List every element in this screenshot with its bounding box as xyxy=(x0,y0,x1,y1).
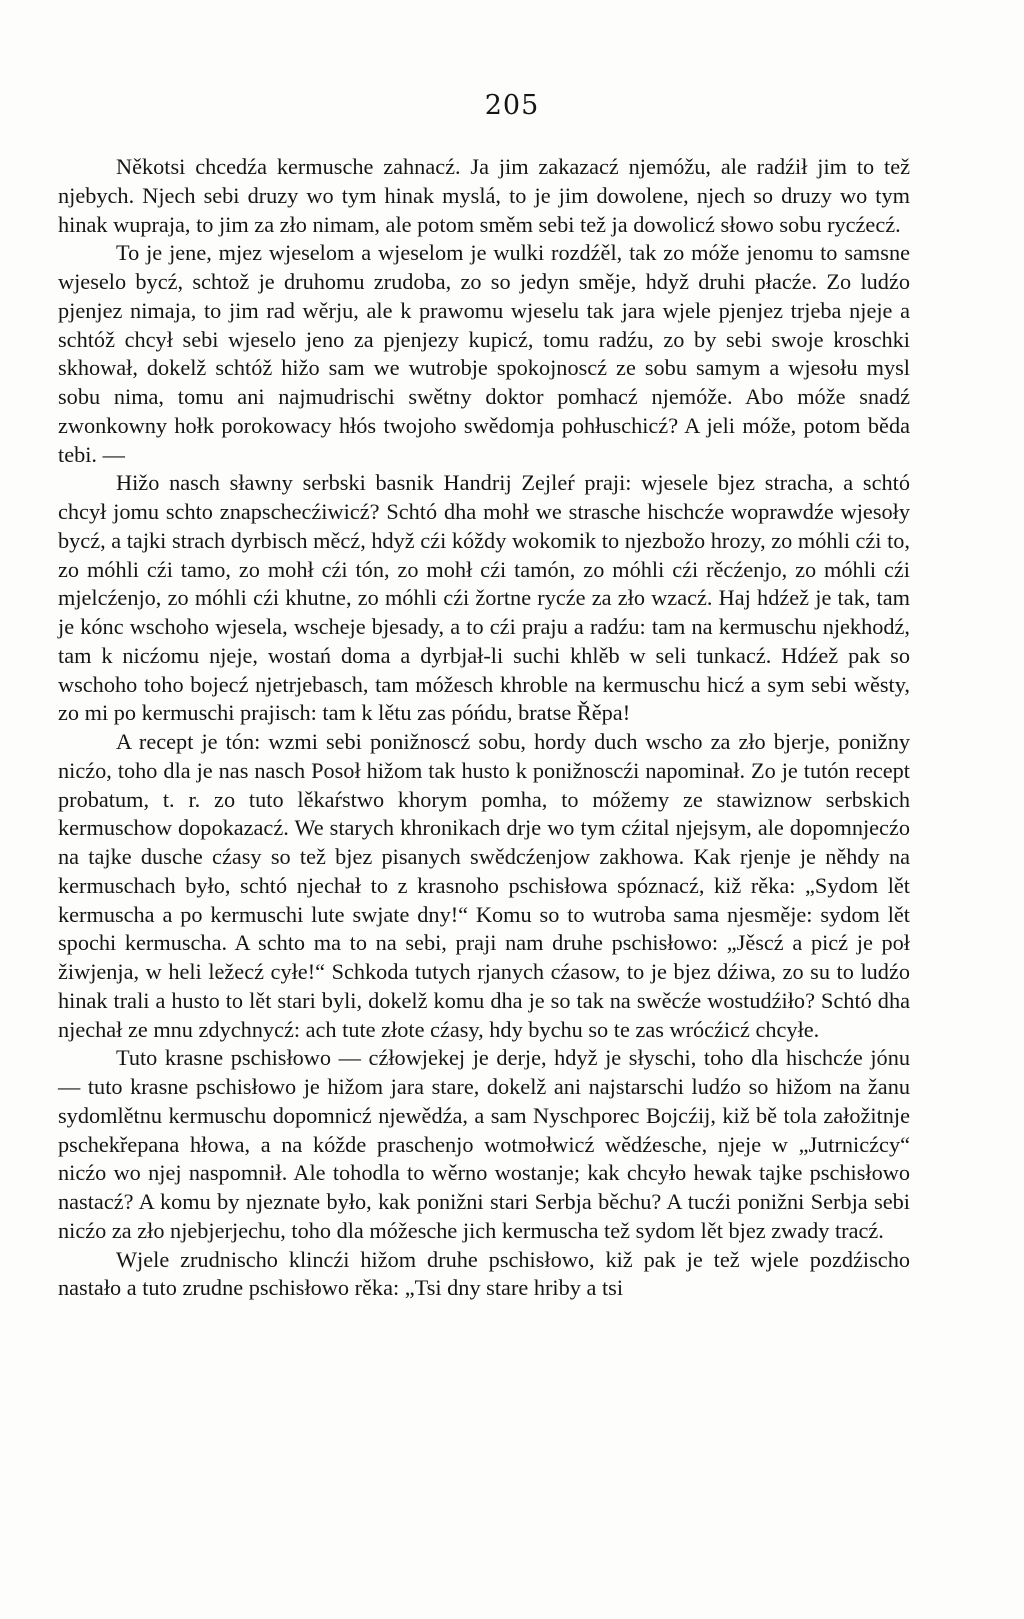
body-text xyxy=(58,153,910,1303)
paragraph-4: A recept je tón: wzmi sebi ponižnoscź sobu, hordy duch wscho za zło bjerje, ponižny nicźo, toho dla je nas nasch Posoł hižom tak husto k ponižnoscźi napominał. Zo je tutón recept probatum, t. r. zo tuto lěkaŕstwo khorym pomha, to móžemy ze stawiznow serbskich kermuschow dopokazacź. We starych khronikach drje wo tym cźital njejsym, ale dopomnjecźo na tajke dusche cźasy so tež bjez pisanych swědcźenjow zakhowa. Kak rjenje je něhdy na kermuschach było, schtó njechał to z krasnoho pschisłowa spóznacź, kiž rěka: „Sydom lět kermuscha a po kermuschi lute swjate dny!“ Komu so to wutroba sama njesměje: sydom lět spochi kermuscha. A schto ma to na sebi, praji nam druhe pschisłowo: „Jěscź a picź je poł žiwjenja, w heli ležecź cyłe!“ Schkoda tutych rjanych cźasow, to je bjez dźiwa, zo su to ludźo hinak trali a husto to lět stari byli, dokelž komu dha je so tak na swěcźe wostudźiło? Schtó dha njechał ze mnu zdychnycź: ach tute złote cźasy, hdy bychu so te zas wrócźicź chcyłe. xyxy=(58,729,910,1042)
paragraph-5: Tuto krasne pschisłowo — cźłowjekej je derje, hdyž je słyschi, toho dla hischcźe jónu — tuto krasne pschisłowo je hižom jara stare, dokelž ani najstarschi ludźo so hižom na žanu sydomlětnu kermuschu dopomnicź njewědźa, a sam Nyschporec Bojcźij, kiž bě tola załožitnje pschekřepana hłowa, a na kóžde praschenjo wotmołwicź wědźesche, njeje w „Jutrnicźcy“ nicźo wo njej naspomnił. Ale tohodla to wěrno wostanje; kak chcyło hewak tajke pschisłowo nastacź? A komu by njeznate było, kak ponižni stari Serbja běchu? A tucźi ponižni Serbja sebi nicźo za zło njebjerjechu, toho dla móžesche jich kermuscha tež sydom lět bjez zwady tracź. xyxy=(58,1045,910,1243)
paragraph-1: Někotsi chcedźa kermusche zahnacź. Ja jim zakazacź njemóžu, ale radźił jim to tež njebych. Njech sebi druzy wo tym hinak myslá, to je jim dowolene, njech so druzy wo tym hinak wupraja, to jim za zło nimam, ale potom směm sebi tež ja dowolicź słowo sobu rycźecź. xyxy=(58,154,910,237)
page-number: 205 xyxy=(484,90,540,121)
paragraph-3: Hižo nasch sławny serbski basnik Handrij Zejleŕ praji: wjesele bjez stracha, a schtó chcył jomu schto znapschecźiwicź? Schtó dha mohł we strasche hischcźe woprawdźe wjesoły bycź, a tajki strach dyrbisch měcź, hdyž cźi kóždy wokomik to njezbožo hrozy, zo móhli cźi to, zo móhli cźi tamo, zo mohł cźi tón, zo mohł cźi tamón, zo móhli cźi rěcźenjo, zo móhli cźi mjelcźenjo, zo móhli cźi khutne, zo móhli cźi žortne rycźe za zło wzacź. Haj hdźež je tak, tam je kónc wschoho wjesela, wscheje bjesady, a to cźi praju a radźu: tam na kermuschu njekhodź, tam k nicźomu njeje, wostań doma a dyrbjał-li suchi khlěb w seli tunkacź. Hdźež pak so wschoho toho bojecź njetrjebasch, tam móžesch khroble na kermuschu hicź a sym sebi wěsty, zo mi po kermuschi prajisch: tam k lětu zas póńdu, bratse Řěpa! xyxy=(58,470,910,726)
paragraph-6: Wjele zrudnischo klincźi hižom druhe pschisłowo, kiž pak je tež wjele pozdźischo nastało a tuto zrudne pschisłowo rěka: „Tsi dny stare hriby a tsi xyxy=(58,1246,910,1301)
paragraph-2: To je jene, mjez wjeselom a wjeselom je wulki rozdźěl, tak zo móže jenomu to samsne wjeselo bycź, schtož je druhomu zrudoba, zo so jedyn směje, hdyž druhi płacźe. Zo ludźo pjenjez nimaja, to jim rad wěrju, ale k prawomu wjeselu tak jara wjele pjenjez trjeba njeje a schtóž chcył sebi wjeselo jeno za pjenjezy kupicź, tomu radźu, zo by sebi swoje kroschki skhował, dokelž schtóž hižo sam we wutrobje spokojnoscź ze sobu samym a wjesołu mysl sobu nima, tomu ani najmudrischi swětny doktor pomhacź njemóže. Abo móže snadź zwonkowny hołk porokowacy hłós twojoho swědomja pohłuschicź? A jeli móže, potom běda tebi. — xyxy=(58,240,910,467)
